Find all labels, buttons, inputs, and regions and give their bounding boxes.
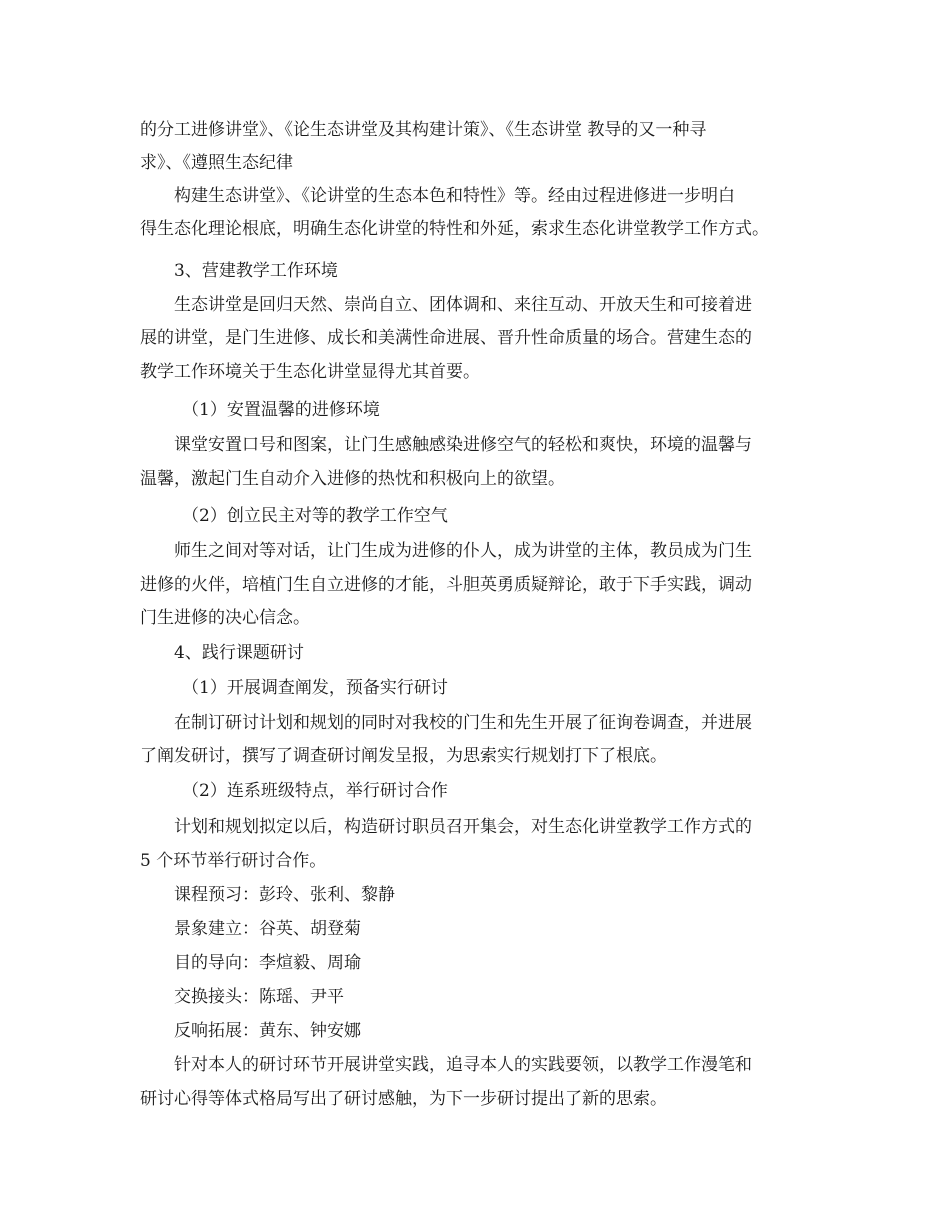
list-item: 反响拓展：黄东、钟安娜 — [174, 1021, 361, 1041]
list-item: 目的导向：李煊毅、周瑜 — [174, 953, 361, 973]
text-line: 在制订研讨计划和规划的同时对我校的门生和先生开展了征询卷调查，并进展 — [174, 713, 752, 733]
text-line: 得生态化理论根底，明确生态化讲堂的特性和外延，索求生态化讲堂教学工作方式。 — [140, 219, 769, 239]
text-line: 求》、《遵照生态纪律 — [140, 153, 293, 173]
text-line: 了阐发研讨，撰写了调查研讨阐发呈报，为思索实行规划打下了根底。 — [140, 746, 667, 766]
text-line: 温馨，激起门生自动介入进修的热忱和积极向上的欲望。 — [140, 469, 565, 489]
text-line: 的分工进修讲堂》、《论生态讲堂及其构建计策》、《生态讲堂 教导的又一种寻 — [140, 120, 707, 140]
subsection-heading: （1）开展调查阐发，预备实行研讨 — [182, 678, 448, 698]
subsection-heading: （2）创立民主对等的教学工作空气 — [182, 506, 448, 526]
text-line: 展的讲堂，是门生进修、成长和美满性命进展、晋升性命质量的场合。营建生态的 — [140, 328, 752, 348]
text-line: 针对本人的研讨环节开展讲堂实践，追寻本人的实践要领，以教学工作漫笔和 — [174, 1055, 752, 1075]
subsection-heading: （1）安置温馨的进修环境 — [182, 400, 380, 420]
text-line: 课堂安置口号和图案，让门生感触感染进修空气的轻松和爽快，环境的温馨与 — [174, 435, 752, 455]
text-line: 教学工作环境关于生态化讲堂显得尤其首要。 — [140, 362, 480, 382]
text-line: 研讨心得等体式格局写出了研讨感触，为下一步研讨提出了新的思索。 — [140, 1089, 667, 1109]
text-line: 构建生态讲堂》、《论讲堂的生态本色和特性》等。经由过程进修进一步明白 — [174, 186, 735, 206]
section-heading: 4、践行课题研讨 — [174, 643, 304, 663]
text-line: 进修的火伴，培植门生自立进修的才能，斗胆英勇质疑辩论，敢于下手实践，调动 — [140, 575, 752, 595]
text-line: 师生之间对等对话，让门生成为进修的仆人，成为讲堂的主体，教员成为门生 — [174, 541, 752, 561]
list-item: 交换接头：陈瑶、尹平 — [174, 987, 344, 1007]
text-line: 计划和规划拟定以后，构造研讨职员召开集会，对生态化讲堂教学工作方式的 — [174, 817, 752, 837]
subsection-heading: （2）连系班级特点，举行研讨合作 — [182, 781, 448, 801]
section-heading: 3、营建教学工作环境 — [174, 261, 338, 281]
text-line: 5 个环节举行研讨合作。 — [140, 851, 327, 871]
text-line: 生态讲堂是回归天然、崇尚自立、团体调和、来往互动、开放天生和可接着进 — [174, 295, 752, 315]
text-line: 门生进修的决心信念。 — [140, 608, 310, 628]
list-item: 课程预习：彭玲、张利、黎静 — [174, 885, 395, 905]
list-item: 景象建立：谷英、胡登菊 — [174, 919, 361, 939]
